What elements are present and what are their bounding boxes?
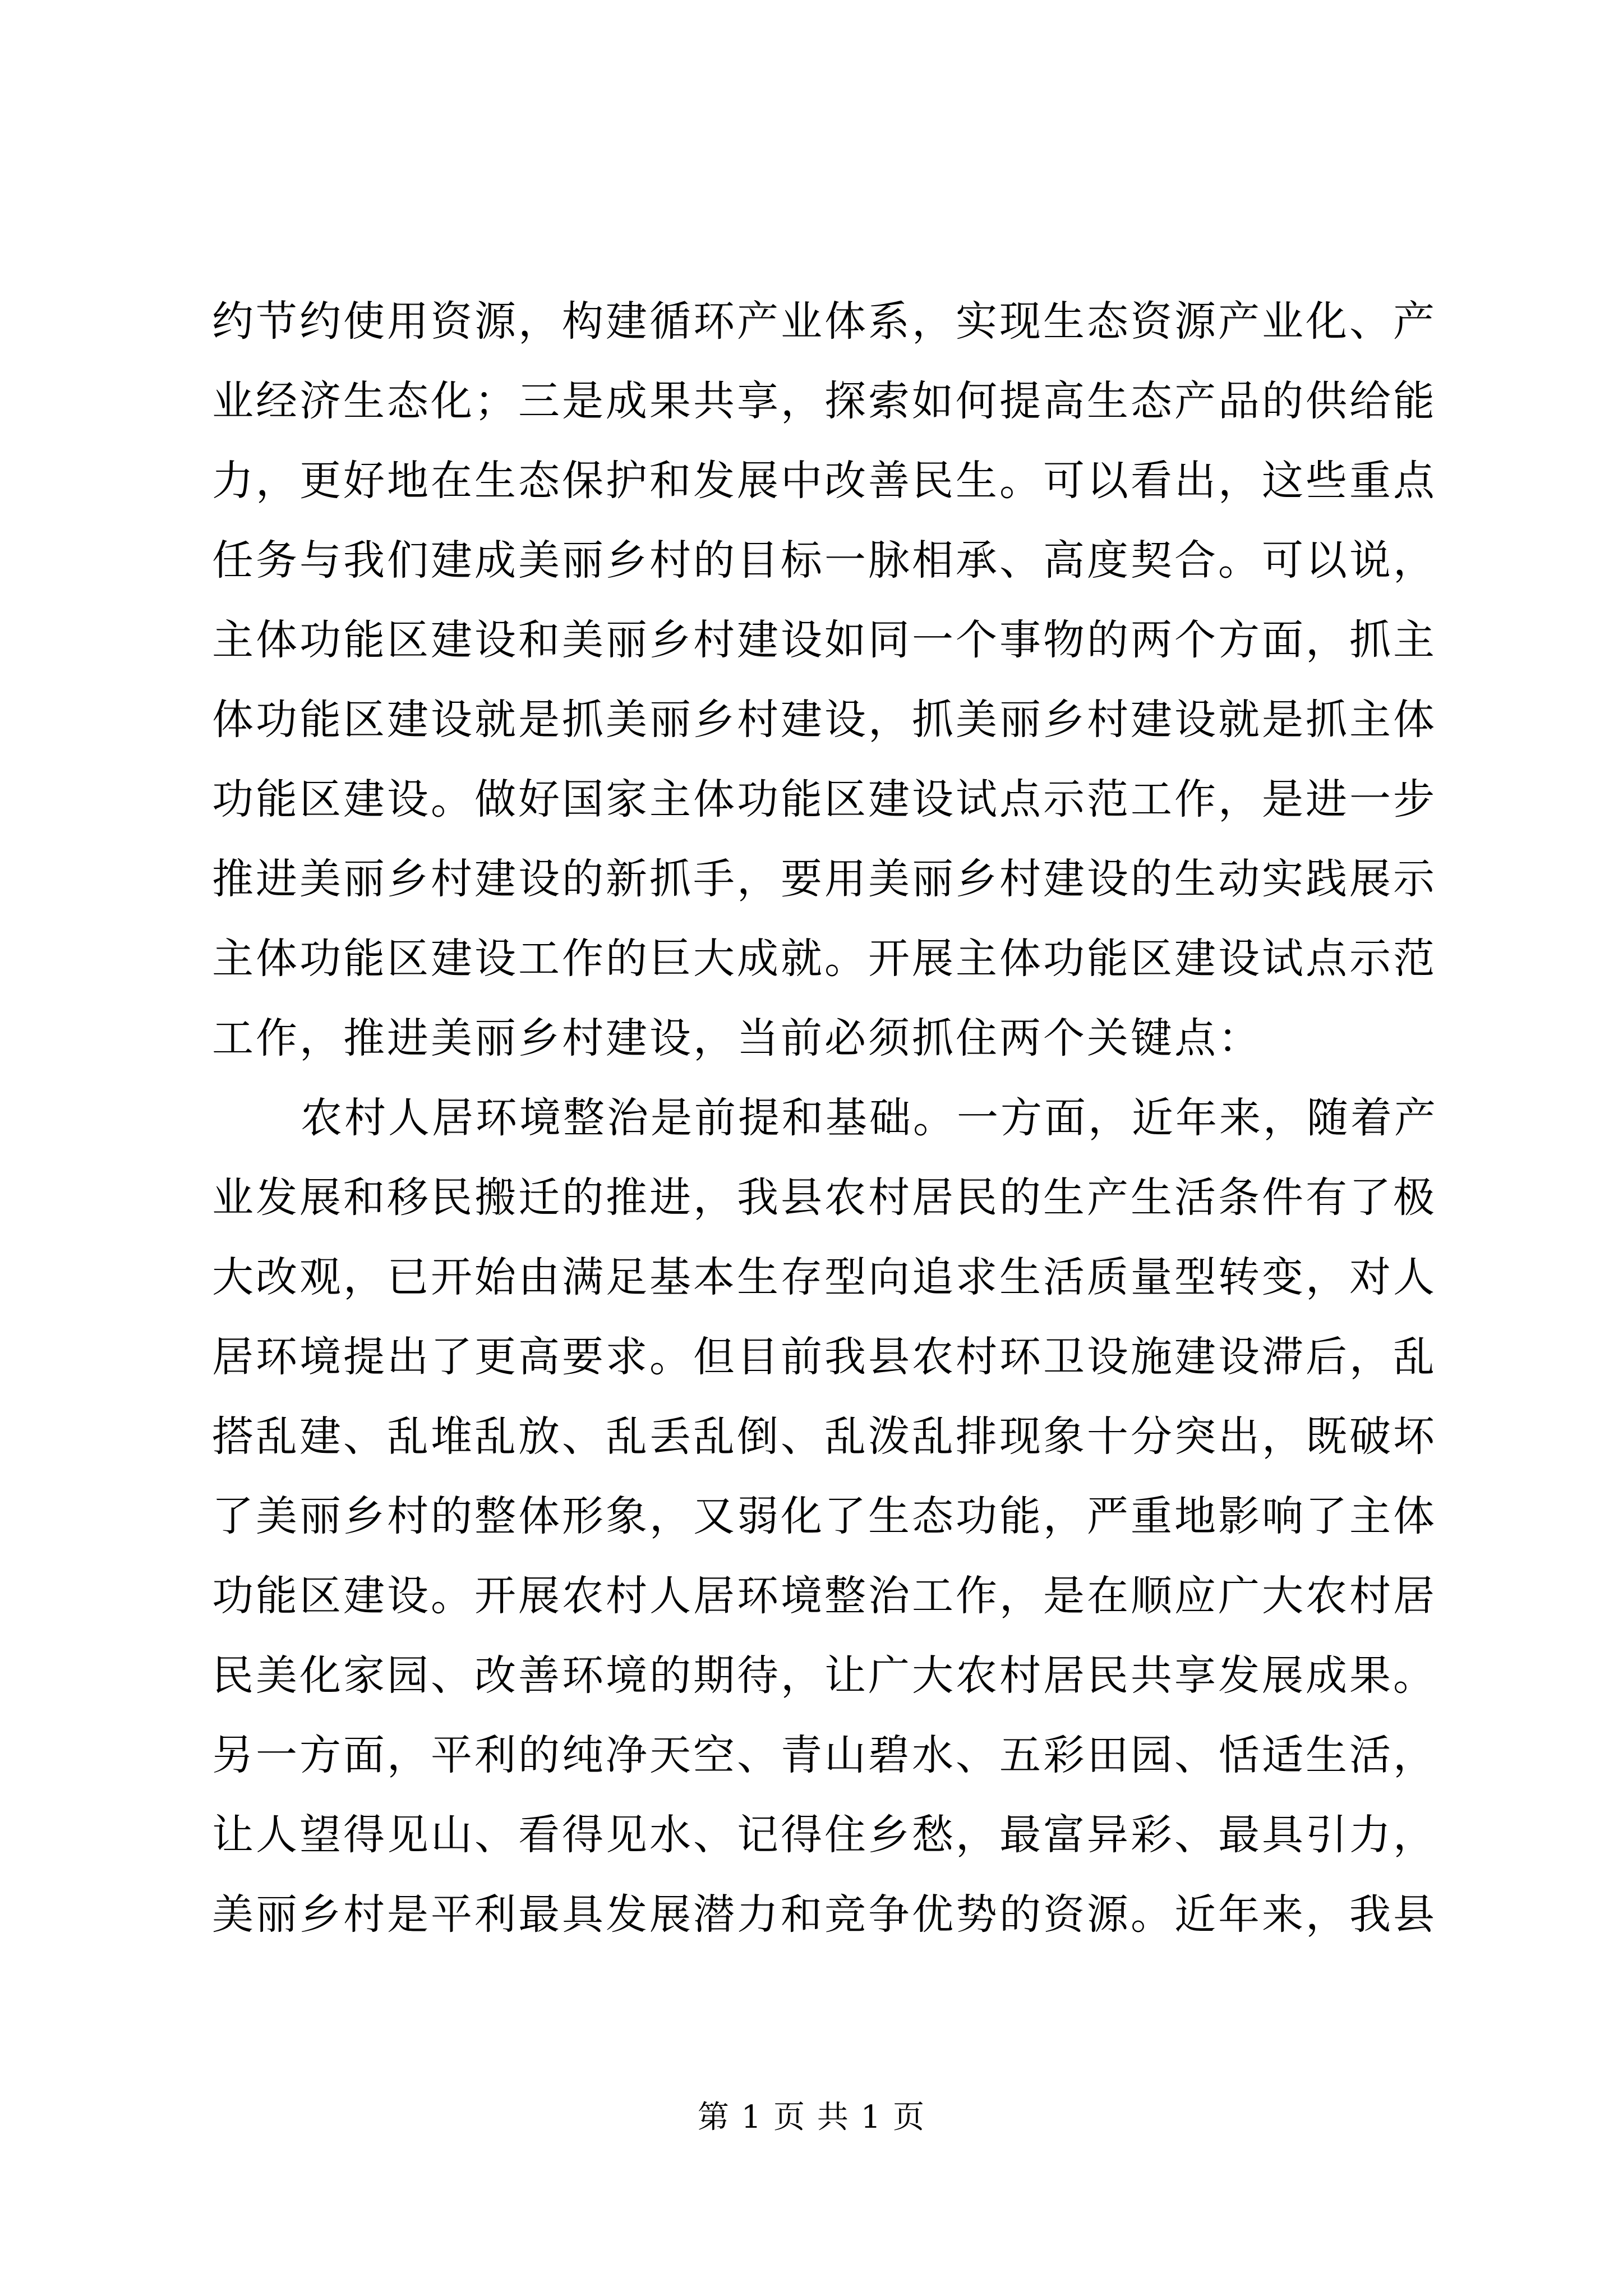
text-line: 主体功能区建设和美丽乡村建设如同一个事物的两个方面，抓主 — [212, 616, 1437, 664]
text-line: 居环境提出了更高要求。但目前我县农村环卫设施建设滞后，乱 — [212, 1333, 1437, 1381]
text-line: 美丽乡村是平利最具发展潜力和竞争优势的资源。近年来，我县 — [212, 1890, 1437, 1939]
text-line: 功能区建设。做好国家主体功能区建设试点示范工作，是进一步 — [212, 775, 1437, 823]
text-line: 工作，推进美丽乡村建设，当前必须抓住两个关键点： — [212, 1014, 1262, 1062]
text-line: 约节约使用资源，构建循环产业体系，实现生态资源产业化、产 — [212, 297, 1437, 346]
text-line: 业发展和移民搬迁的推进，我县农村居民的生产生活条件有了极 — [212, 1174, 1437, 1222]
text-line: 另一方面，平利的纯净天空、青山碧水、五彩田园、恬适生活， — [212, 1731, 1437, 1779]
text-line: 搭乱建、乱堆乱放、乱丢乱倒、乱泼乱排现象十分突出，既破坏 — [212, 1412, 1437, 1461]
text-line: 了美丽乡村的整体形象，又弱化了生态功能，严重地影响了主体 — [212, 1492, 1437, 1540]
text-line: 力，更好地在生态保护和发展中改善民生。可以看出，这些重点 — [212, 457, 1437, 505]
page-footer — [0, 2098, 1623, 2137]
text-line: 体功能区建设就是抓美丽乡村建设，抓美丽乡村建设就是抓主体 — [212, 696, 1437, 744]
paragraph-first-line: 农村人居环境整治是前提和基础。一方面，近年来，随着产 — [301, 1094, 1438, 1142]
text-line: 推进美丽乡村建设的新抓手，要用美丽乡村建设的生动实践展示 — [212, 855, 1437, 903]
text-line: 主体功能区建设工作的巨大成就。开展主体功能区建设试点示范 — [212, 935, 1437, 983]
text-line: 业经济生态化；三是成果共享，探索如何提高生态产品的供给能 — [212, 377, 1437, 425]
text-line: 大改观，已开始由满足基本生存型向追求生活质量型转变，对人 — [212, 1253, 1437, 1301]
text-line: 让人望得见山、看得见水、记得住乡愁，最富异彩、最具引力， — [212, 1811, 1437, 1859]
text-line: 民美化家园、改善环境的期待，让广大农村居民共享发展成果。 — [212, 1651, 1437, 1700]
document-body — [212, 282, 1438, 1954]
text-line: 功能区建设。开展农村人居环境整治工作，是在顺应广大农村居 — [212, 1572, 1437, 1620]
page-number: 第 1 页 共 1 页 — [697, 2099, 926, 2136]
text-line: 任务与我们建成美丽乡村的目标一脉相承、高度契合。可以说， — [212, 536, 1437, 585]
